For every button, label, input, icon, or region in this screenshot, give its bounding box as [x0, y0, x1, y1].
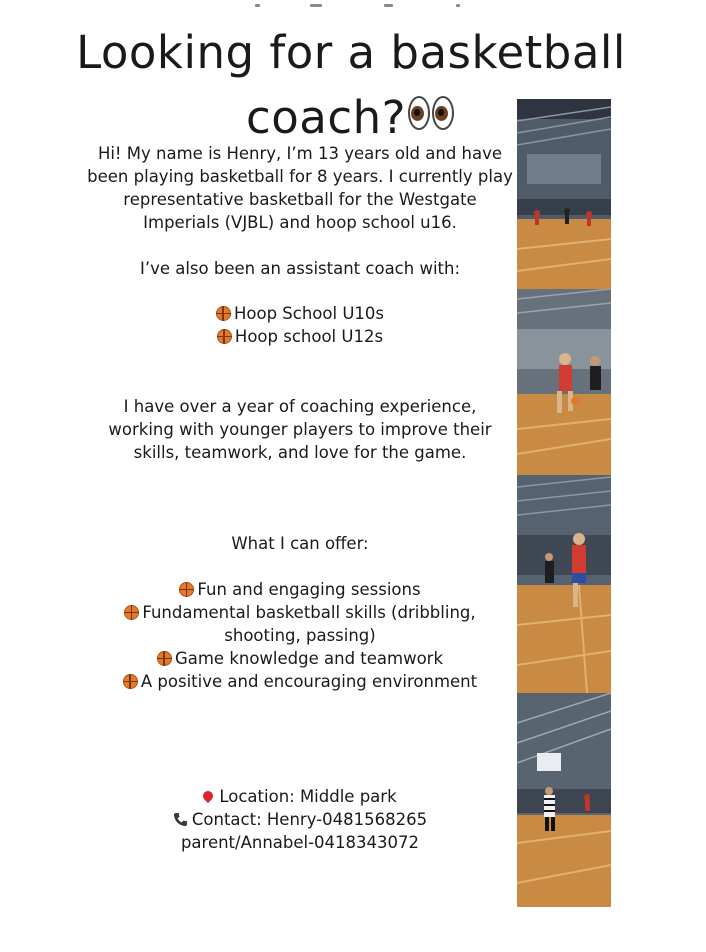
- court-photo: [517, 475, 611, 693]
- intro-paragraph: Hi! My name is Henry, I’m 13 years old and have been playing basketball for 8 years. I currently play representative basketball for the Westgate Imperials (VJBL) and hoop school u16.: [87, 144, 513, 232]
- eyes-emoji-icon: [406, 96, 456, 132]
- location-line: Location: Middle park: [86, 785, 514, 808]
- basketball-icon: [217, 329, 232, 344]
- basketball-icon: [123, 674, 138, 689]
- pin-icon: [201, 789, 215, 803]
- photo-strip: [517, 99, 611, 907]
- flyer-title-line2: coach?: [60, 95, 642, 140]
- court-photo: [517, 289, 611, 475]
- court-photo: [517, 693, 611, 907]
- offer-heading: What I can offer:: [231, 534, 369, 553]
- top-edge-marks: [0, 4, 706, 10]
- experience-paragraph: I have over a year of coaching experience, working with younger players to improve their skills, teamwork, and love for the game.: [108, 397, 492, 462]
- basketball-icon: [124, 605, 139, 620]
- offer-item: A positive and encouraging environment: [86, 670, 514, 693]
- contact-parent-line: parent/Annabel-0418343072: [180, 833, 420, 852]
- contact-line: Contact: Henry-0481568265: [86, 808, 514, 831]
- offer-item: Game knowledge and teamwork: [86, 647, 514, 670]
- offer-item: Fun and engaging sessions: [86, 578, 514, 601]
- basketball-icon: [157, 651, 172, 666]
- assistant-item: Hoop school U12s: [86, 325, 514, 348]
- offer-item: Fundamental basketball skills (dribbling, shooting, passing): [86, 601, 514, 647]
- assistant-heading: I’ve also been an assistant coach with:: [139, 259, 461, 278]
- flyer-title-line1: Looking for a basketball: [76, 26, 626, 79]
- court-photo: [517, 99, 611, 289]
- assistant-item: Hoop School U10s: [86, 302, 514, 325]
- phone-icon: [173, 812, 188, 827]
- basketball-icon: [179, 582, 194, 597]
- basketball-icon: [216, 306, 231, 321]
